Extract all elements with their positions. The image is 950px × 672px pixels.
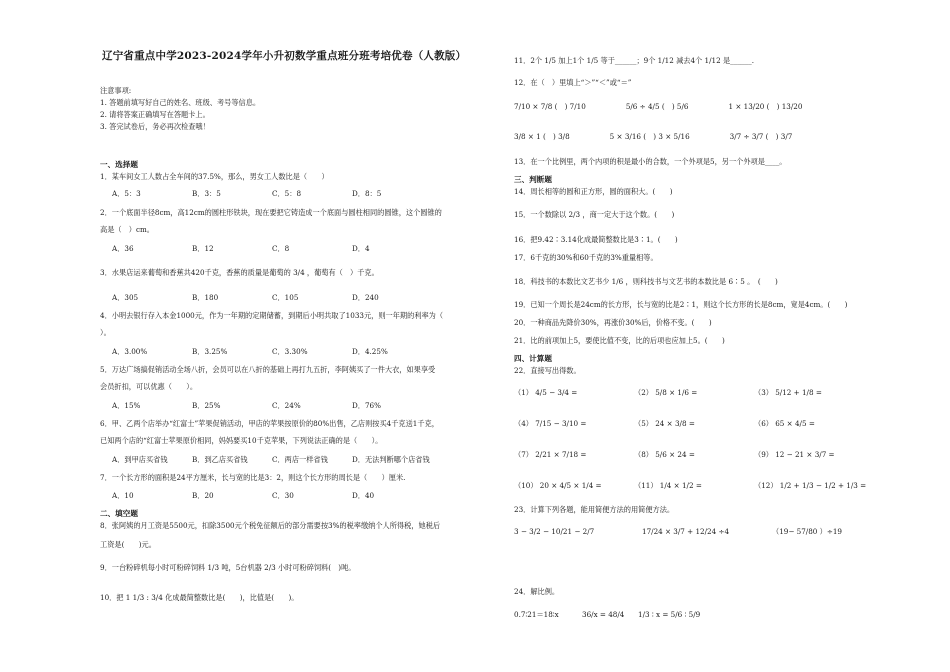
- q13-stem: 13．在一个比例里，两个内项的积是最小的合数，一个外项是5，另一个外项是____。: [514, 157, 787, 166]
- q22-row-2: [514, 419, 855, 428]
- q24-items: [514, 610, 740, 619]
- q3-options: [112, 293, 432, 302]
- q22-item: （6） 65 × 4/5 =: [754, 419, 815, 428]
- section-heading-judge: 三、判断题: [514, 175, 552, 184]
- q1-options: [112, 189, 432, 198]
- q2-option-b[interactable]: B．12: [192, 244, 214, 253]
- q4-stem: 4．小明去银行存入本金1000元，作为一年期的定期储蓄，到期后小明共取了1033元，则一年期的利率为（: [100, 311, 444, 320]
- q16-stem: 16．把9.42∶3.14化成最简整数比是3∶1。( ): [514, 235, 678, 244]
- q22-item: （10） 20 × 4/5 × 1/4 =: [514, 481, 602, 490]
- q7-option-c[interactable]: C．30: [272, 491, 294, 500]
- q2-option-a[interactable]: A．36: [112, 244, 134, 253]
- q12-item: 7/10 × 7/8 ( ) 7/10: [514, 102, 586, 111]
- q24-stem: 24．解比例。: [514, 587, 560, 596]
- q7-option-a[interactable]: A．10: [112, 491, 134, 500]
- q12-item: 5/6 ÷ 4/5 ( ) 5/6: [625, 102, 689, 111]
- q22-item: （7） 2/21 × 7/18 =: [514, 450, 587, 459]
- q24-item: 36/x = 48/4: [582, 610, 625, 619]
- q22-item: （5） 24 × 3/8 =: [634, 419, 695, 428]
- q22-row-4: [514, 481, 906, 490]
- page-title: 辽宁省重点中学2023-2024学年小升初数学重点班分班考培优卷（人教版）: [102, 50, 467, 62]
- section-heading-choice: 一、选择题: [100, 160, 138, 169]
- q2-stem: 2．一个底面半径8cm，高12cm的圆柱形铁块，现在要把它铸造成一个底面与圆柱相同的圆锥，这个圆锥的: [100, 208, 442, 217]
- q18-stem: 18．科技书的本数比文艺书少 1/6 ，则科技书与文艺书的本数比是 6∶5 。 ( ): [514, 277, 778, 286]
- q12-item: 3/7 ÷ 3/7 ( ) 3/7: [729, 132, 793, 141]
- q7-option-d[interactable]: D．40: [352, 491, 375, 500]
- q21-stem: 21．比的前项加上5，要使比值不变，比的后项也应加上5。( ): [514, 336, 725, 345]
- q24-item: 0.7∶21＝18∶x: [514, 610, 559, 619]
- q4-option-b[interactable]: B．3.25%: [192, 347, 228, 356]
- notice-heading: 注意事项:: [100, 86, 132, 95]
- q22-item: （4） 7/15 − 3/10 =: [514, 419, 587, 428]
- q3-stem: 3．水果店运来葡萄和香蕉共420千克，香蕉的质量是葡萄的 3/4 ，葡萄有（ ）千克。: [100, 268, 379, 277]
- q1-option-b[interactable]: B．3：5: [192, 189, 221, 198]
- q5-options: [112, 401, 432, 410]
- q22-row-3: [514, 450, 875, 459]
- q9-stem: 9．一台粉碎机每小时可粉碎饲料 1/3 吨，5台机器 2/3 小时可粉碎饲料( )吨。: [100, 563, 356, 572]
- q12-row-1: [514, 102, 842, 111]
- q12-item: 1 × 13/20 ( ) 13/20: [728, 102, 803, 111]
- section-heading-calc: 四、计算题: [514, 354, 552, 363]
- q3-option-b[interactable]: B．180: [192, 293, 219, 302]
- q3-option-c[interactable]: C．105: [272, 293, 299, 302]
- q22-item: （3） 5/12 + 1/8 =: [754, 388, 822, 397]
- notice-line-3: 3. 答完试卷后，务必再次检查哦！: [100, 122, 210, 131]
- q6-option-b[interactable]: B．到乙店买省钱: [192, 455, 248, 464]
- q12-stem: 12．在（ ）里填上“＞”“＜”或“＝”: [514, 78, 632, 87]
- q4-option-c[interactable]: C．3.30%: [272, 347, 308, 356]
- q3-option-d[interactable]: D．240: [352, 293, 379, 302]
- q2-option-c[interactable]: C．8: [272, 244, 290, 253]
- q22-item: （8） 5/6 × 24 =: [634, 450, 695, 459]
- q1-option-d[interactable]: D．8：5: [352, 189, 382, 198]
- q22-row-1: [514, 388, 862, 397]
- q23-stem: 23．计算下列各题，能用简便方法的用简便方法。: [514, 505, 675, 514]
- q2-options: [112, 244, 432, 253]
- q6-option-c[interactable]: C．两店一样省钱: [272, 455, 328, 464]
- q8-stem: 8．张阿姨的月工资是5500元，扣除3500元个税免征额后的部分需要按3%的税率缴纳个人所得税，她税后: [100, 521, 441, 530]
- q4-option-d[interactable]: D．4.25%: [352, 347, 388, 356]
- q12-item: 5 × 3/16 ( ) 3 × 5/16: [609, 132, 690, 141]
- q22-item: （2） 5/8 × 1/6 =: [634, 388, 698, 397]
- q17-stem: 17．6千克的30%和60千克的3%重量相等。: [514, 253, 658, 262]
- q23-item: 3 − 3/2 − 10/21 − 2/7: [514, 527, 595, 536]
- q15-stem: 15．一个数除以 2/3 ，商一定大于这个数。( ): [514, 210, 675, 219]
- q6-option-d[interactable]: D．无法判断哪个店省钱: [352, 455, 430, 464]
- q5-option-b[interactable]: B．25%: [192, 401, 221, 410]
- q1-stem: 1．某车间女工人数占全车间的37.5%，那么，男女工人数比是（ ）: [100, 172, 329, 181]
- q5-stem: 5．万达广场搞促销活动全场八折，会员可以在八折的基础上再打九五折，李阿姨买了一件大衣，如果享受: [100, 365, 436, 374]
- q14-stem: 14．周长相等的圆和正方形，圆的面积大。( ): [514, 187, 673, 196]
- notice-line-1: 1. 答题前填写好自己的姓名、班级、考号等信息。: [100, 98, 261, 107]
- q11-stem: 11．2个 1/5 加上1个 1/5 等于______；9个 1/12 减去4个 1/12 是______.: [514, 56, 754, 65]
- q22-item: （9） 12 − 21 × 3/7 =: [754, 450, 835, 459]
- q12-item: 3/8 × 1 ( ) 3/8: [514, 132, 570, 141]
- q1-option-c[interactable]: C．5：8: [272, 189, 302, 198]
- section-heading-fill: 二、填空题: [100, 509, 138, 518]
- q7-option-b[interactable]: B．20: [192, 491, 214, 500]
- q3-option-a[interactable]: A．305: [112, 293, 139, 302]
- q2-stem-cont: 高是（ ）cm。: [100, 225, 154, 234]
- q23-items: [514, 527, 882, 536]
- q12-row-2: [514, 132, 832, 141]
- q5-stem-cont: 会员折扣，可以优惠（ ）。: [100, 382, 198, 391]
- q20-stem: 20．一种商品先降价30%，再涨价30%后，价格不变。( ): [514, 318, 712, 327]
- q2-option-d[interactable]: D．4: [352, 244, 370, 253]
- q4-option-a[interactable]: A．3.00%: [112, 347, 148, 356]
- q5-option-c[interactable]: C．24%: [272, 401, 301, 410]
- q7-options: [112, 491, 432, 500]
- q22-stem: 22．直接写出得数。: [514, 366, 581, 375]
- q24-item: 1/3 ∶ x = 5/6 ∶ 5/9: [638, 610, 701, 619]
- q8-stem-cont: 工资是( )元。: [100, 540, 156, 549]
- q6-stem: 6．甲、乙两个店举办“红富士”苹果促销活动，甲店的苹果按原价的80%出售，乙店则按买4千克送1千克，: [100, 419, 439, 428]
- q4-stem-cont: ）。: [100, 328, 111, 337]
- q22-item: （12） 1/2 + 1/3 − 1/2 + 1/3 =: [754, 481, 867, 490]
- q5-option-d[interactable]: D．76%: [352, 401, 381, 410]
- q1-option-a[interactable]: A．5：3: [112, 189, 141, 198]
- q22-item: （1） 4/5 − 3/4 =: [514, 388, 578, 397]
- q22-item: （11） 1/4 × 1/2 =: [634, 481, 702, 490]
- q23-item: 17/24 × 3/7 + 12/24 ÷4: [642, 527, 730, 536]
- q10-stem: 10．把 1 1/3 : 3/4 化成最简整数比是( )，比值是( )。: [100, 593, 299, 602]
- q5-option-a[interactable]: A．15%: [112, 401, 141, 410]
- q4-options: [112, 347, 432, 356]
- notice-line-2: 2. 请将答案正确填写在答题卡上。: [100, 110, 210, 119]
- q6-option-a[interactable]: A．到甲店买省钱: [112, 455, 168, 464]
- q19-stem: 19．已知一个周长是24cm的长方形，长与宽的比是2∶1，则这个长方形的长是8cm，宽是4cm。( ): [514, 300, 848, 309]
- q6-options: [112, 455, 430, 464]
- q6-stem-cont: 已知两个店的“红富士苹果原价相同，妈妈要买10千克苹果，下列说法正确的是（ ）。: [100, 436, 383, 445]
- q23-item: （19− 57/80 ）÷19: [772, 527, 842, 536]
- q7-stem: 7．一个长方形的面积是24平方厘米，长与宽的比是3：2，则这个长方形的周长是（ ）厘米.: [100, 473, 406, 482]
